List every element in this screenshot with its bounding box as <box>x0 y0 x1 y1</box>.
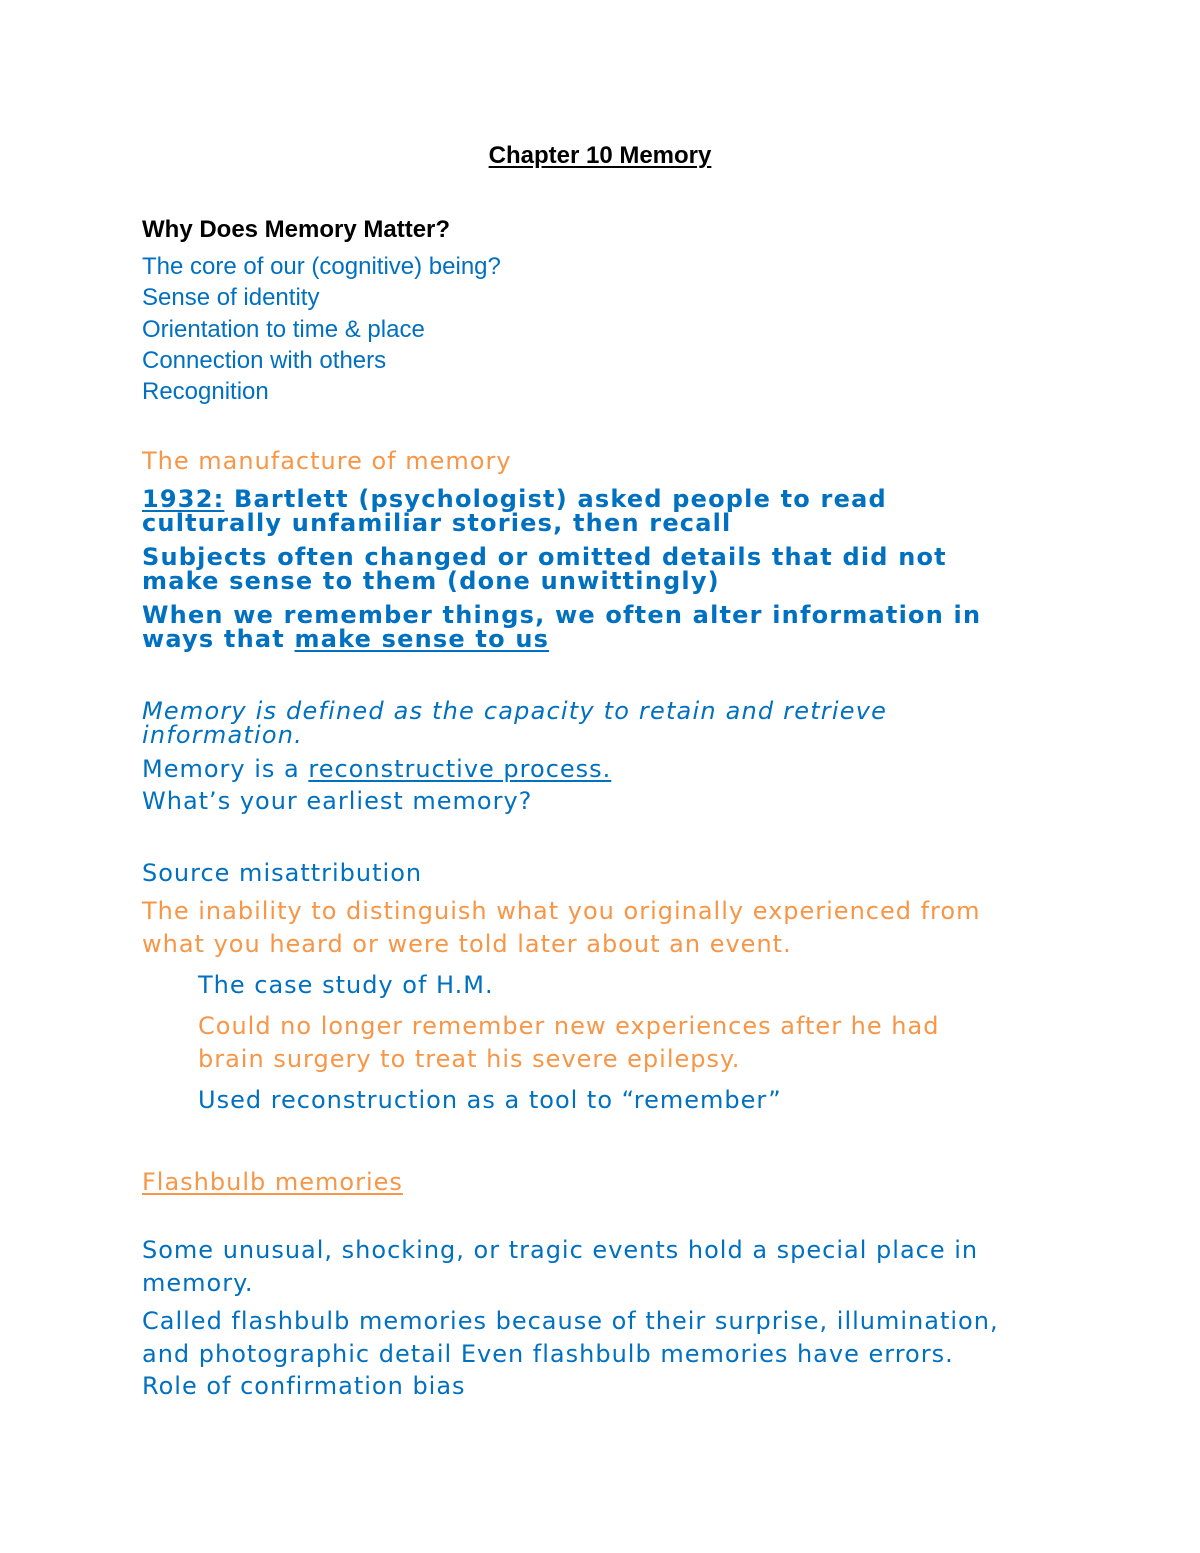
why-heading: Why Does Memory Matter? <box>142 216 451 243</box>
remember-text: ways that <box>142 625 295 653</box>
hm-line-2: brain surgery to treat his severe epilepsy. <box>198 1045 741 1073</box>
why-item: Sense of identity <box>142 284 320 311</box>
year-label: 1932: <box>142 485 225 513</box>
reconstructive-phrase: reconstructive process. <box>308 755 612 783</box>
hm-line-3: Used reconstruction as a tool to “remember” <box>198 1086 782 1114</box>
remember-line-1: When we remember things, we often alter information in <box>142 601 982 629</box>
hm-heading: The case study of H.M. <box>198 971 494 999</box>
page-title: Chapter 10 Memory <box>488 142 712 169</box>
why-item: Connection with others <box>142 347 387 374</box>
flashbulb-p1-line-2: memory. <box>142 1269 254 1297</box>
source-def-line-2: what you heard or were told later about an event. <box>142 930 792 958</box>
definition-line-2: information. <box>142 721 303 749</box>
why-item: Orientation to time & place <box>142 316 425 343</box>
flashbulb-heading: Flashbulb memories <box>142 1168 403 1196</box>
source-def-line-1: The inability to distinguish what you originally experienced from <box>142 897 981 925</box>
reconstructive-text: Memory is a <box>142 755 309 783</box>
definition-line-1: Memory is defined as the capacity to retain and retrieve <box>142 697 888 725</box>
hm-line-1: Could no longer remember new experiences after he had <box>198 1012 940 1040</box>
flashbulb-p3: Role of confirmation bias <box>142 1372 466 1400</box>
subjects-line-2: make sense to them (done unwittingly) <box>142 567 720 595</box>
manufacture-heading: The manufacture of memory <box>142 447 512 475</box>
bartlett-text: Bartlett (psychologist) asked people to read <box>224 485 887 513</box>
why-item: Recognition <box>142 378 269 405</box>
remember-line-2 <box>142 627 549 651</box>
earliest-memory-question: What’s your earliest memory? <box>142 787 533 815</box>
bartlett-line-2: culturally unfamiliar stories, then recall <box>142 509 732 537</box>
flashbulb-p1-line-1: Some unusual, shocking, or tragic events hold a special place in <box>142 1236 979 1264</box>
flashbulb-p2-line-2: and photographic detail Even flashbulb memories have errors. <box>142 1340 954 1368</box>
why-item: The core of our (cognitive) being? <box>142 253 501 280</box>
reconstructive-line <box>142 755 611 783</box>
subjects-line-1: Subjects often changed or omitted details that did not <box>142 543 947 571</box>
make-sense-phrase: make sense to us <box>294 625 550 653</box>
bartlett-line-1 <box>142 487 887 511</box>
flashbulb-p2-line-1: Called flashbulb memories because of their surprise, illumination, <box>142 1307 999 1335</box>
source-heading: Source misattribution <box>142 859 423 887</box>
